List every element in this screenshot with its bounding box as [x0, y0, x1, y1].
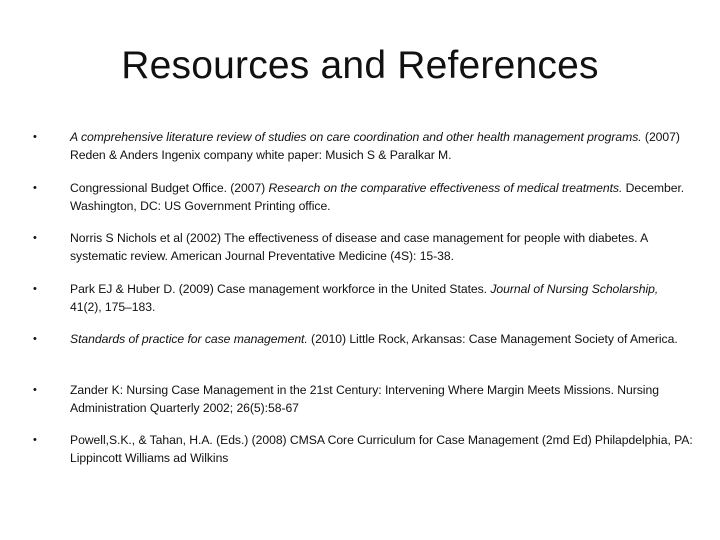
bullet-icon: •: [33, 131, 37, 143]
reference-text: [70, 130, 680, 162]
reference-plain-part: Norris S Nichols et al (2002) The effectiveness of disease and case management for people with diabetes. A systematic review. American Journal Preventative Medicine (4S): 15-38.: [70, 231, 648, 263]
reference-item: [33, 431, 693, 467]
reference-text: [70, 332, 678, 346]
reference-italic-part: Journal of Nursing Scholarship,: [490, 281, 659, 296]
reference-plain-part: (2007) Reden & Anders Ingenix company white paper: Musich S & Paralkar M.: [70, 130, 680, 162]
reference-plain-part: 41(2), 175–183.: [70, 299, 156, 314]
reference-italic-part: A comprehensive literature review of studies on care coordination and other health management programs.: [70, 130, 642, 144]
bullet-icon: •: [33, 333, 37, 345]
reference-plain-part: (2010) Little Rock, Arkansas: Case Management Society of America.: [307, 332, 678, 346]
reference-plain-part: Zander K: Nursing Case Management in the 21st Century: Intervening Where Margin Meets Missions. Nursing Administration Quarterly 2002; 26(5):58-67: [70, 382, 659, 415]
reference-plain-part: Congressional Budget Office. (2007): [70, 180, 269, 195]
bullet-icon: •: [33, 232, 37, 244]
reference-item: [33, 229, 693, 265]
reference-item: [33, 381, 693, 417]
bullet-icon: •: [33, 383, 37, 396]
reference-text: [70, 282, 658, 314]
reference-text: [70, 433, 693, 465]
reference-text: [70, 181, 684, 213]
bullet-icon: •: [33, 181, 37, 194]
reference-text: [70, 383, 659, 415]
bullet-icon: •: [33, 282, 37, 295]
reference-item: [33, 280, 693, 316]
reference-list: [33, 128, 693, 482]
reference-plain-part: Powell,S.K., & Tahan, H.A. (Eds.) (2008) CMSA Core Curriculum for Case Management (2md Ed) Philapdelphia, PA: Lippincott Williams ad Wilkins: [70, 433, 693, 465]
reference-italic-part: Standards of practice for case management.: [70, 332, 308, 346]
slide-title: Resources and References: [121, 44, 599, 87]
bullet-icon: •: [33, 434, 37, 446]
reference-item: [33, 128, 693, 164]
reference-text: [70, 231, 648, 263]
reference-italic-part: Research on the comparative effectiveness of medical treatments.: [268, 180, 623, 195]
reference-item: [33, 330, 693, 366]
reference-plain-part: December. Washington, DC: US Government Printing office.: [70, 180, 685, 213]
reference-item: [33, 179, 693, 215]
reference-plain-part: Park EJ & Huber D. (2009) Case management workforce in the United States.: [70, 281, 491, 296]
